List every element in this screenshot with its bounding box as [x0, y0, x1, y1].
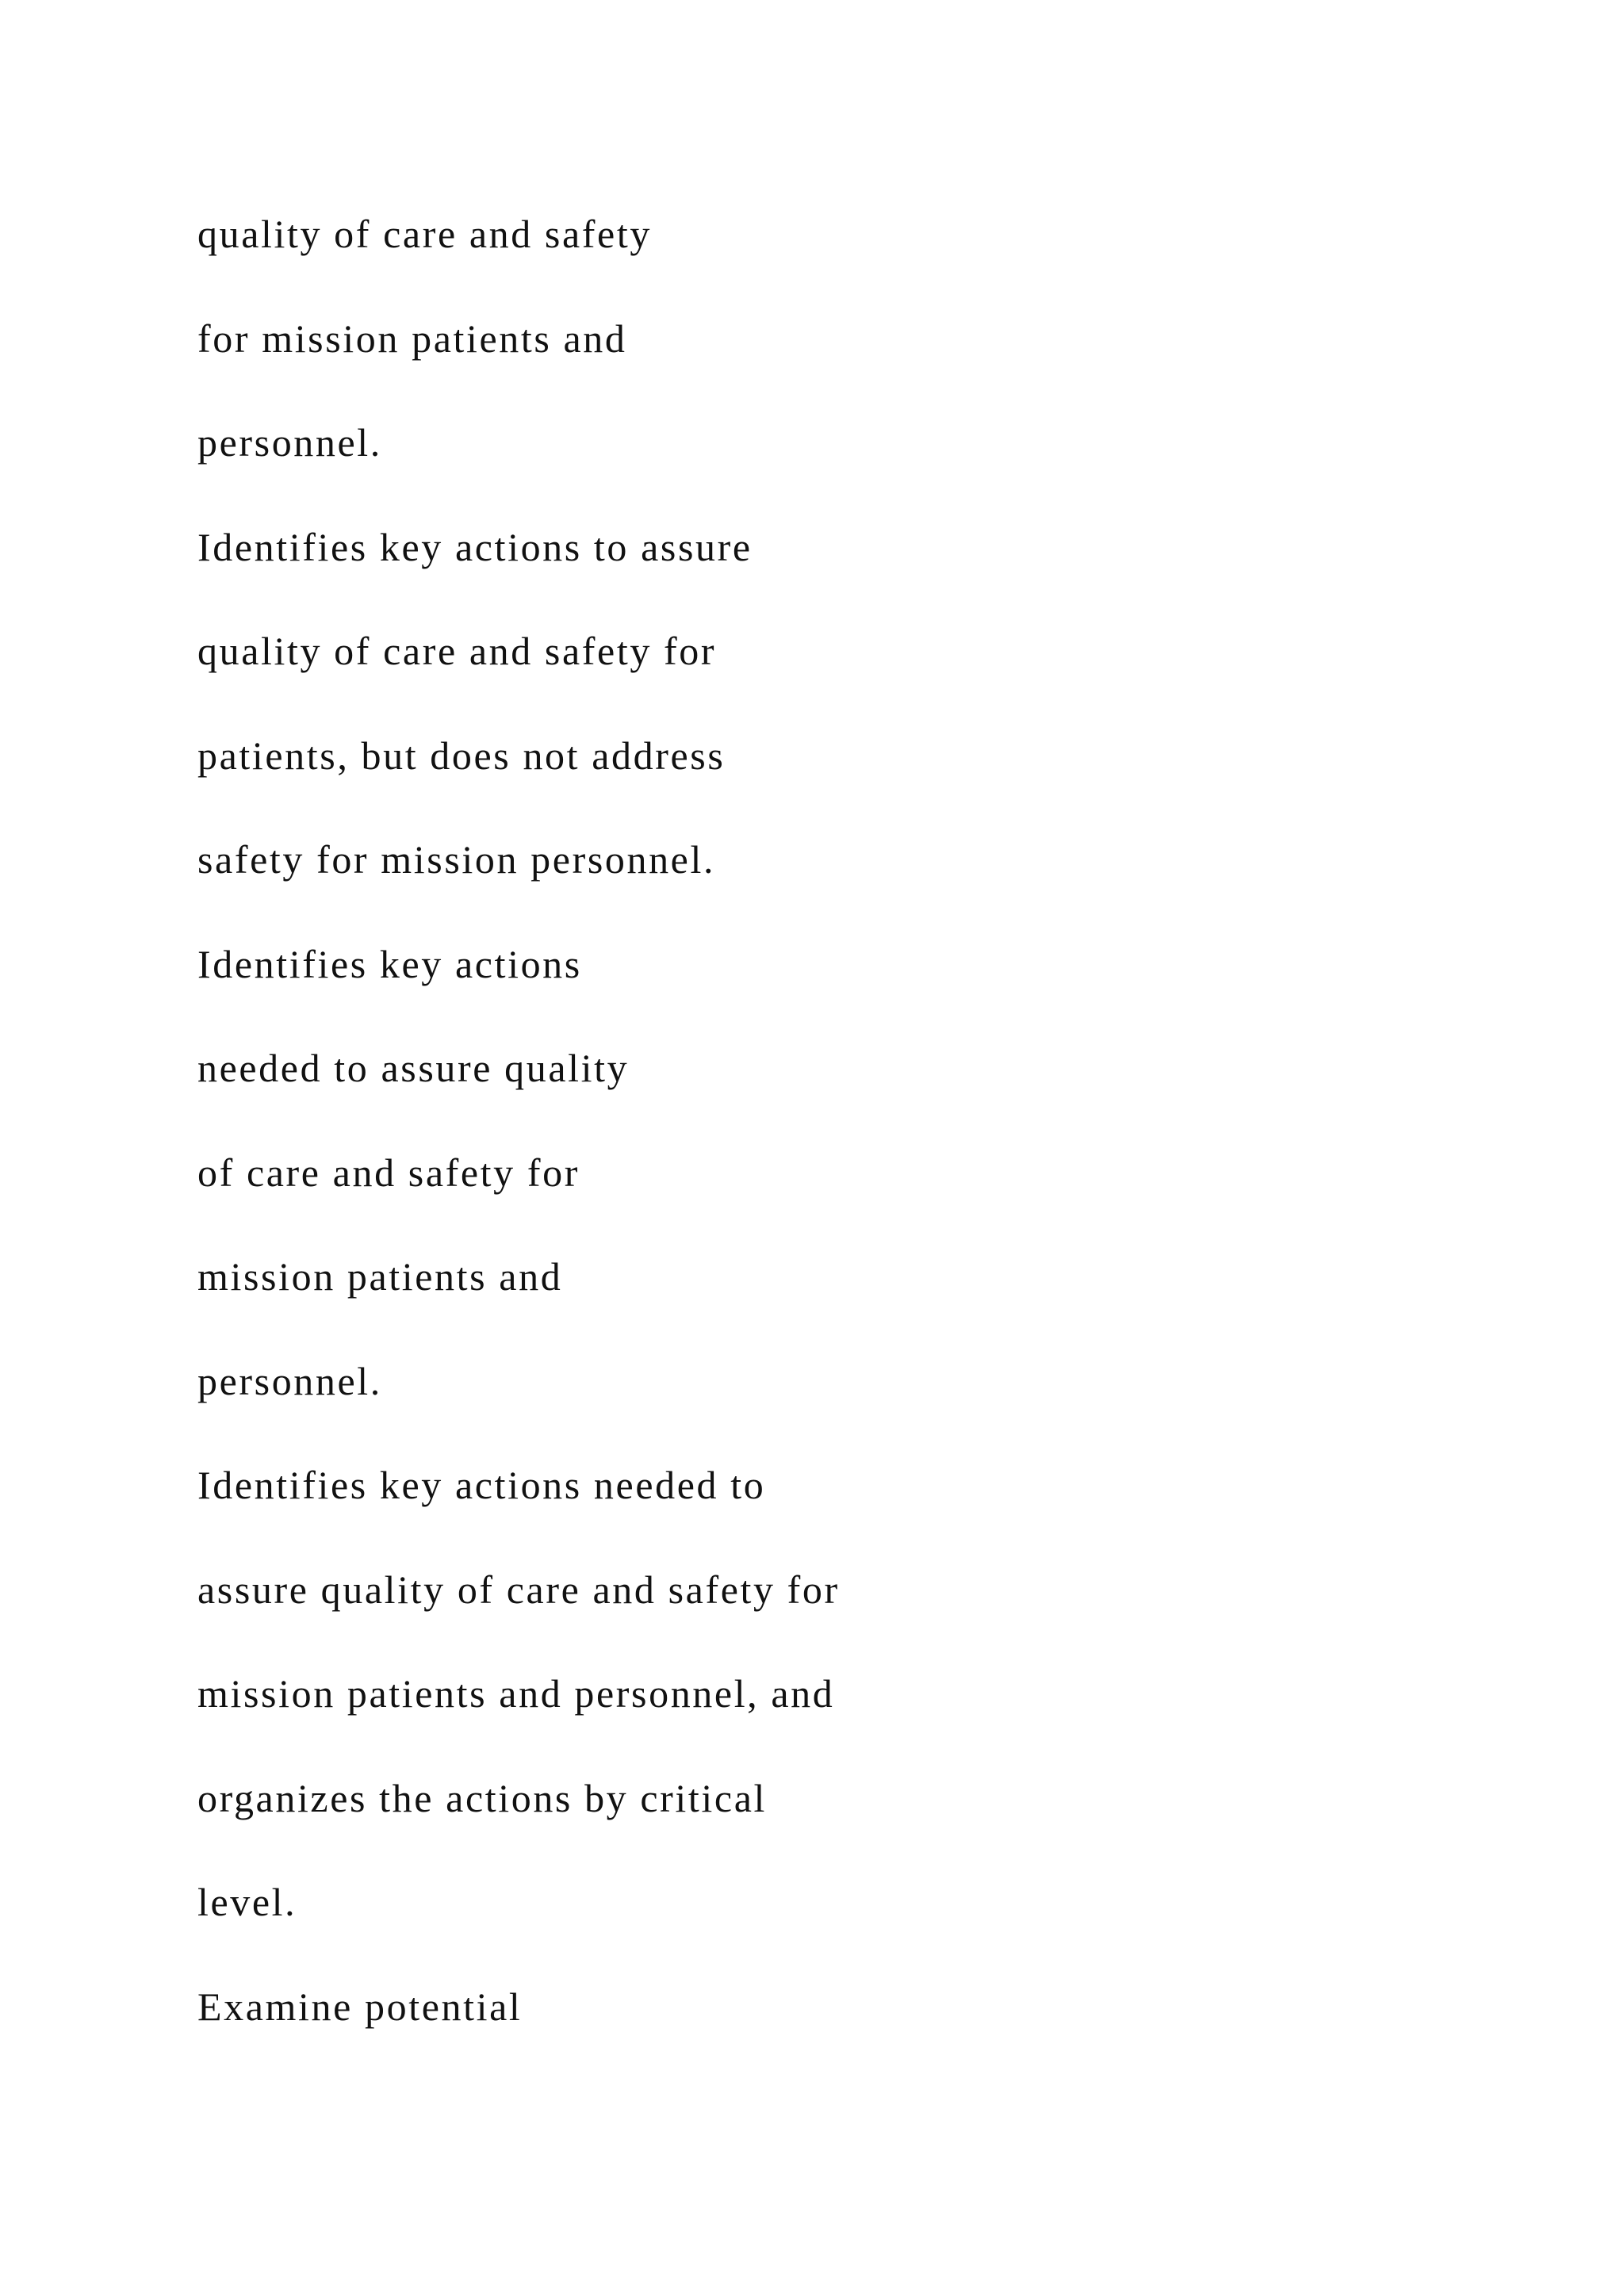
text-line: Examine potential: [197, 1984, 523, 2029]
text-line: mission patients and: [197, 1254, 563, 1299]
text-line: level.: [197, 1880, 297, 1924]
text-line: of care and safety for: [197, 1150, 580, 1195]
text-line: Identifies key actions to assure: [197, 524, 753, 569]
text-line: Identifies key actions: [197, 941, 582, 986]
text-line: mission patients and personnel, and: [197, 1671, 835, 1716]
text-line: safety for mission personnel.: [197, 837, 716, 882]
text-line: assure quality of care and safety for: [197, 1567, 840, 1612]
text-line: personnel.: [197, 1358, 382, 1403]
text-line: organizes the actions by critical: [197, 1775, 767, 1820]
text-line: for mission patients and: [197, 316, 627, 361]
body-text: [197, 182, 1466, 2059]
text-line: patients, but does not address: [197, 733, 726, 778]
text-line: personnel.: [197, 420, 382, 465]
text-line: needed to assure quality: [197, 1046, 630, 1090]
text-line: quality of care and safety for: [197, 629, 717, 673]
text-line: Identifies key actions needed to: [197, 1463, 766, 1507]
text-line: quality of care and safety: [197, 212, 652, 256]
